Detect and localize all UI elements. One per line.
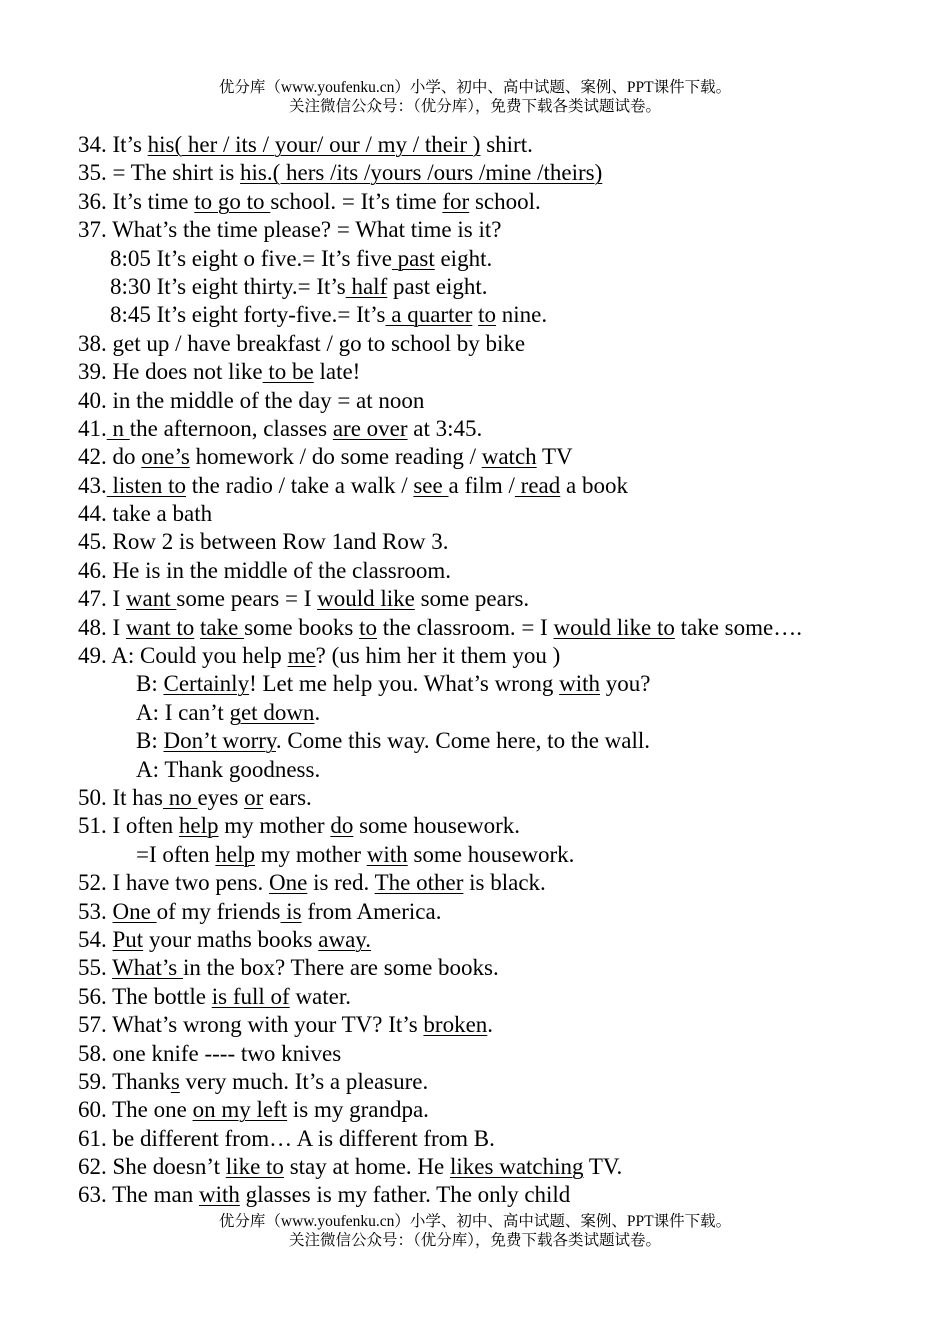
text-line	[78, 528, 938, 556]
footer-line-1: 优分库（www.youfenku.cn）小学、初中、高中试题、案例、PPT课件下载。	[218, 1213, 732, 1230]
text-line	[78, 727, 938, 755]
text-segment: ? (us him her it them you )	[315, 643, 561, 669]
text-segment: some pears = I	[176, 586, 318, 612]
text-segment: 63. The man	[78, 1182, 199, 1208]
text-segment: the afternoon, classes	[129, 415, 333, 441]
underlined-phrase: n	[106, 415, 130, 441]
text-line	[78, 756, 938, 784]
underlined-phrase: Put	[112, 926, 144, 952]
text-line	[78, 983, 938, 1011]
text-line	[78, 841, 938, 869]
text-segment: my mother	[218, 813, 331, 839]
text-segment: 55.	[78, 955, 113, 981]
text-segment: B:	[136, 728, 164, 754]
underlined-phrase: with	[366, 841, 408, 867]
underlined-phrase: is full of	[211, 983, 290, 1009]
text-segment: glasses is my father. The only child	[239, 1182, 571, 1208]
text-segment: 44. take a bath	[78, 501, 213, 527]
text-segment: 61. be different from… A is different from B.	[78, 1125, 495, 1151]
text-segment: is black.	[463, 870, 546, 896]
text-line	[78, 812, 938, 840]
text-line	[78, 330, 938, 358]
text-segment: . Come this way. Come here, to the wall.	[275, 728, 651, 754]
text-segment: is red.	[307, 870, 375, 896]
text-segment: 45. Row 2 is between Row 1and Row 3.	[78, 529, 449, 555]
text-segment: at 3:45.	[407, 415, 483, 441]
text-segment: B:	[136, 671, 164, 697]
text-segment: you?	[599, 671, 651, 697]
text-segment: 36. It’s time	[78, 188, 195, 214]
text-segment: take some….	[674, 614, 802, 640]
underlined-phrase: or	[244, 784, 264, 810]
text-segment: 38. get up / have breakfast / go to school by bike	[78, 330, 526, 356]
underlined-phrase: to be	[262, 359, 314, 385]
header-line-1: 优分库（www.youfenku.cn）小学、初中、高中试题、案例、PPT课件下载。	[218, 79, 732, 96]
text-segment: 56. The bottle	[78, 983, 212, 1009]
text-segment: 37. What’s the time please? = What time is it?	[78, 217, 502, 243]
text-line	[78, 614, 938, 642]
text-line	[78, 216, 938, 244]
underlined-phrase: with	[559, 671, 600, 697]
underlined-phrase: want to	[125, 614, 195, 640]
underlined-phrase: One	[269, 870, 308, 896]
text-segment: the classroom. = I	[376, 614, 554, 640]
text-segment: past eight.	[387, 273, 488, 299]
text-segment: is my grandpa.	[287, 1097, 429, 1123]
text-segment: A: I can’t	[136, 699, 230, 725]
text-line	[78, 784, 938, 812]
text-segment: your maths books	[143, 926, 319, 952]
underlined-phrase: half	[345, 273, 388, 299]
text-segment: TV	[536, 444, 573, 470]
underlined-phrase: likes watching	[450, 1154, 584, 1180]
underlined-phrase: his( her / its / your/ our / my / their )	[147, 132, 481, 157]
text-segment: 62. She doesn’t	[78, 1154, 226, 1180]
text-line	[78, 301, 938, 329]
underlined-phrase: The other	[374, 870, 464, 896]
underlined-phrase: to go to	[194, 188, 271, 214]
text-segment: 50. It has	[78, 784, 163, 810]
text-segment: some books	[244, 614, 360, 640]
underlined-phrase: Certainly	[163, 671, 250, 697]
text-segment: 52. I have two pens.	[78, 870, 269, 896]
text-segment: some housework.	[407, 841, 575, 867]
underlined-phrase: away.	[318, 926, 372, 952]
underlined-phrase: one’s	[141, 444, 190, 470]
text-segment: 60. The one	[78, 1097, 193, 1123]
underlined-phrase: are over	[332, 415, 408, 441]
text-line	[78, 642, 938, 670]
text-segment: 8:30 It’s eight thirty.= It’s	[110, 273, 346, 299]
text-segment: TV.	[583, 1154, 623, 1180]
text-segment: 59. Thank	[78, 1068, 171, 1094]
text-line	[78, 159, 938, 187]
text-segment: water.	[289, 983, 351, 1009]
text-segment: 54.	[78, 926, 113, 952]
text-segment: eight.	[434, 245, 493, 271]
underlined-phrase: a quarter	[385, 302, 473, 328]
text-segment: =I often	[136, 841, 216, 867]
underlined-phrase: see	[413, 472, 449, 498]
text-segment: stay at home. He	[283, 1154, 451, 1180]
underlined-phrase: get down	[229, 699, 315, 725]
text-segment: 42. do	[78, 444, 142, 470]
text-line	[78, 1068, 938, 1096]
text-segment: 40. in the middle of the day = at noon	[78, 387, 425, 413]
text-line	[78, 245, 938, 273]
text-segment: 51. I often	[78, 813, 179, 839]
text-segment: 8:45 It’s eight forty-five.= It’s	[110, 302, 386, 328]
text-segment: a film /	[448, 472, 515, 498]
text-segment: 57. What’s wrong with your TV? It’s	[78, 1012, 424, 1038]
text-segment: 48. I	[78, 614, 126, 640]
text-line	[78, 500, 938, 528]
underlined-phrase: want	[125, 586, 177, 612]
text-segment: 39. He does not like	[78, 359, 263, 385]
text-segment: of my friends	[156, 898, 281, 924]
underlined-phrase: on my left	[192, 1097, 288, 1123]
text-segment: ears.	[263, 784, 312, 810]
text-segment: very much. It’s a pleasure.	[179, 1068, 429, 1094]
text-segment: homework / do some reading /	[189, 444, 482, 470]
text-segment: from America.	[301, 898, 442, 924]
underlined-phrase: One	[112, 898, 157, 924]
text-line	[78, 557, 938, 585]
text-segment: 53.	[78, 898, 113, 924]
text-segment: ! Let me help you. What’s wrong	[249, 671, 560, 697]
text-segment: eyes	[197, 784, 245, 810]
page-header	[0, 78, 950, 116]
text-segment: school. = It’s time	[270, 188, 443, 214]
text-segment: my mother	[255, 841, 367, 867]
document-body	[78, 131, 938, 1210]
text-segment: the radio / take a walk /	[185, 472, 414, 498]
text-line	[78, 699, 938, 727]
text-line	[78, 585, 938, 613]
text-line	[78, 131, 938, 159]
underlined-phrase: would like to	[553, 614, 675, 640]
text-line	[78, 1153, 938, 1181]
text-segment: school.	[469, 188, 541, 214]
text-segment: some pears.	[414, 586, 530, 612]
underlined-phrase: me	[287, 643, 316, 669]
underlined-phrase: help	[215, 841, 255, 867]
header-line-2: 关注微信公众号：（优分库），免费下载各类试题试卷。	[288, 98, 661, 115]
underlined-phrase: What’s	[112, 955, 183, 981]
text-line	[78, 1096, 938, 1124]
underlined-phrase: no	[162, 784, 198, 810]
text-segment: 43.	[78, 472, 107, 498]
underlined-phrase: to	[478, 302, 496, 328]
text-segment: 49. A: Could you help	[78, 643, 288, 669]
underlined-phrase: s	[170, 1068, 180, 1094]
text-line	[78, 415, 938, 443]
text-segment: 8:05 It’s eight o five.= It’s five	[110, 245, 392, 271]
underlined-phrase: listen to	[106, 472, 186, 498]
underlined-phrase: with	[198, 1182, 240, 1208]
text-segment: .	[314, 699, 321, 725]
text-line	[78, 358, 938, 386]
text-segment: some housework.	[353, 813, 521, 839]
text-line	[78, 670, 938, 698]
text-segment: 41.	[78, 415, 107, 441]
text-segment: .	[487, 1012, 494, 1038]
underlined-phrase: would like	[317, 586, 415, 612]
text-line	[78, 1181, 938, 1209]
underlined-phrase: take	[200, 614, 245, 640]
underlined-phrase: Don’t worry	[163, 728, 276, 754]
text-line	[78, 273, 938, 301]
text-line	[78, 869, 938, 897]
text-line	[78, 954, 938, 982]
text-line	[78, 387, 938, 415]
underlined-phrase: past	[391, 245, 435, 271]
text-segment: shirt.	[480, 132, 533, 157]
underlined-phrase: watch	[481, 444, 537, 470]
text-line	[78, 188, 938, 216]
text-segment: a book	[560, 472, 628, 498]
underlined-phrase: to	[359, 614, 377, 640]
text-line	[78, 1011, 938, 1039]
text-line	[78, 1040, 938, 1068]
underlined-phrase: his.( hers /its /yours /ours /mine /theirs)	[240, 160, 603, 186]
text-line	[78, 443, 938, 471]
underlined-phrase: do	[330, 813, 354, 839]
text-segment: in the box? There are some books.	[183, 955, 499, 981]
text-line	[78, 898, 938, 926]
text-segment: nine.	[496, 302, 548, 328]
text-line	[78, 926, 938, 954]
underlined-phrase: read	[514, 472, 561, 498]
page-footer	[0, 1212, 950, 1250]
text-line	[78, 1125, 938, 1153]
underlined-phrase: broken	[423, 1012, 488, 1038]
underlined-phrase: help	[178, 813, 219, 839]
underlined-phrase: is	[280, 898, 302, 924]
text-segment: 35. = The shirt is	[78, 160, 241, 186]
text-segment: late!	[313, 359, 361, 385]
text-line	[78, 472, 938, 500]
underlined-phrase: like to	[225, 1154, 284, 1180]
footer-line-2: 关注微信公众号：（优分库），免费下载各类试题试卷。	[288, 1232, 661, 1249]
text-segment: 58. one knife ---- two knives	[78, 1040, 342, 1066]
text-segment: 34. It’s	[78, 132, 148, 157]
underlined-phrase: for	[442, 188, 470, 214]
text-segment: A: Thank goodness.	[136, 756, 321, 782]
text-segment: 47. I	[78, 586, 126, 612]
text-segment: 46. He is in the middle of the classroom.	[78, 557, 452, 583]
